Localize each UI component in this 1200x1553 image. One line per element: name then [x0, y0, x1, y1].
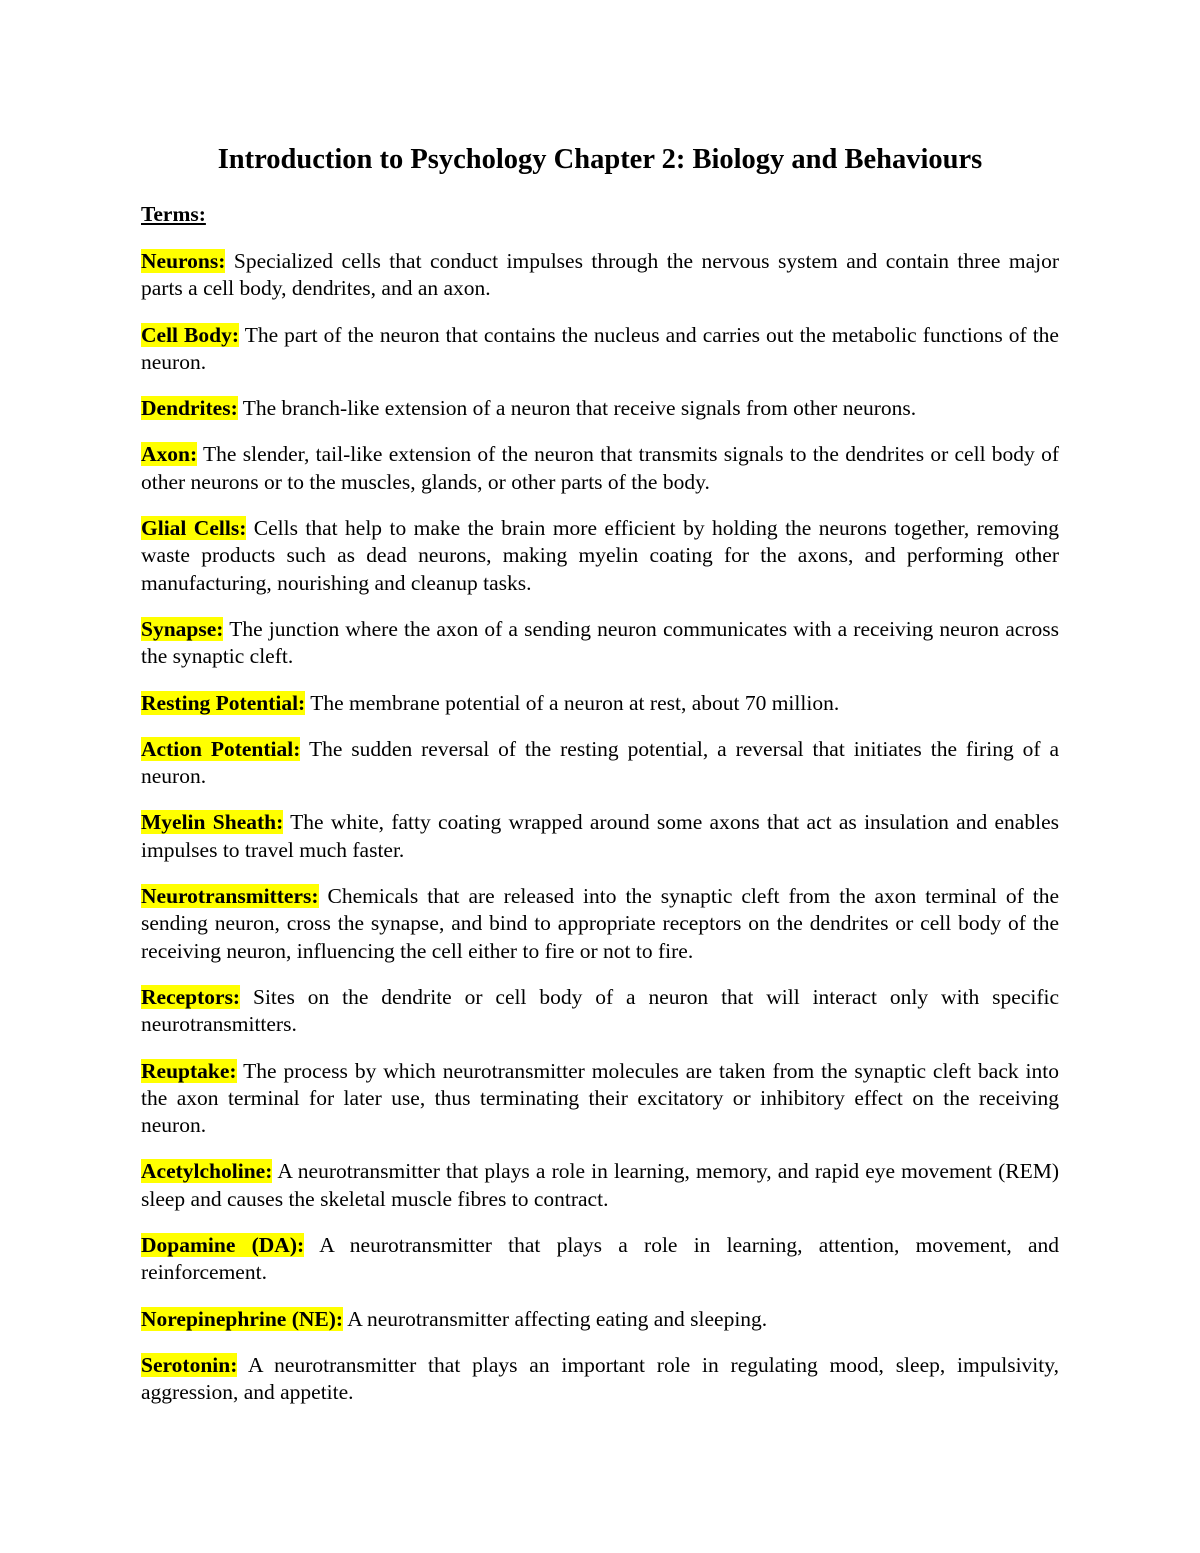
term-name: Myelin Sheath:: [141, 810, 284, 835]
term-name: Acetylcholine:: [141, 1159, 273, 1184]
term-entry: [141, 1306, 1059, 1333]
term-name: Neurons:: [141, 249, 226, 273]
term-definition: The membrane potential of a neuron at rest, about 70 million.: [310, 690, 840, 715]
term-definition: Specialized cells that conduct impulses through the nervous system and contain three major parts a cell body, dendrites, and an axon.: [141, 249, 1060, 301]
document-title: Introduction to Psychology Chapter 2: Biology and Behaviours: [217, 144, 983, 175]
term-definition: The process by which neurotransmitter molecules are taken from the synaptic cleft back into the axon terminal for later use, thus terminating their excitatory or inhibitory effect on the receiving neuron.: [141, 1058, 1059, 1138]
term-name: Axon:: [141, 442, 198, 467]
term-entry: [141, 1352, 1059, 1407]
term-definition: A neurotransmitter that plays a role in learning, memory, and rapid eye movement (REM) sleep and causes the skeletal muscle fibres to contract.: [141, 1159, 1059, 1211]
term-definition: The sudden reversal of the resting potential, a reversal that initiates the firing of a neuron.: [141, 736, 1059, 789]
term-entry: [141, 441, 1059, 496]
term-name: Synapse:: [141, 616, 224, 641]
term-definition: The junction where the axon of a sending neuron communicates with a receiving neuron across the synaptic cleft.: [141, 616, 1059, 669]
term-definition: A neurotransmitter that plays an important role in regulating mood, sleep, impulsivity, aggression, and appetite.: [141, 1352, 1059, 1405]
term-name: Dopamine (DA):: [141, 1233, 305, 1258]
term-entry: [141, 616, 1059, 671]
term-definition: Sites on the dendrite or cell body of a neuron that will interact only with specific neurotransmitters.: [141, 984, 1060, 1037]
term-name: Serotonin:: [141, 1352, 238, 1377]
section-heading-terms: Terms:: [141, 202, 206, 226]
term-name: Resting Potential:: [141, 690, 306, 715]
term-name: Action Potential:: [141, 736, 301, 761]
term-name: Receptors:: [141, 984, 241, 1009]
term-definition: A neurotransmitter affecting eating and sleeping.: [347, 1306, 768, 1331]
term-entry: [141, 248, 1059, 303]
term-name: Cell Body:: [141, 322, 240, 347]
term-name: Dendrites:: [141, 396, 238, 421]
term-entry: [141, 690, 1059, 717]
term-entry: [141, 515, 1059, 597]
terms-list: [141, 248, 1059, 1426]
term-definition: The branch-like extension of a neuron that receive signals from other neurons.: [242, 396, 917, 421]
term-entry: [141, 1158, 1059, 1213]
term-definition: The part of the neuron that contains the nucleus and carries out the metabolic functions of the neuron.: [141, 322, 1059, 374]
term-definition: The slender, tail-like extension of the neuron that transmits signals to the dendrites or cell body of other neurons or to the muscles, glands, or other parts of the body.: [141, 442, 1059, 494]
term-name: Norepinephrine (NE):: [141, 1306, 344, 1331]
term-name: Reuptake:: [141, 1058, 237, 1083]
term-entry: [141, 1232, 1059, 1287]
term-entry: [141, 809, 1059, 864]
term-entry: [141, 736, 1059, 791]
term-definition: Cells that help to make the brain more efficient by holding the neurons together, removing waste products such as dead neurons, making myelin coating for the axons, and performing other manufacturing, nourishing and cleanup tasks.: [141, 516, 1060, 595]
term-definition: A neurotransmitter that plays a role in learning, attention, movement, and reinforcement.: [141, 1233, 1059, 1285]
term-definition: The white, fatty coating wrapped around some axons that act as insulation and enables impulses to travel much faster.: [141, 810, 1059, 862]
term-entry: [141, 883, 1059, 965]
term-entry: [141, 1058, 1059, 1140]
term-name: Neurotransmitters:: [141, 884, 319, 909]
term-name: Glial Cells:: [141, 516, 247, 541]
term-entry: [141, 984, 1059, 1039]
term-entry: [141, 395, 1059, 422]
term-definition: Chemicals that are released into the synaptic cleft from the axon terminal of the sending neuron, cross the synapse, and bind to appropriate receptors on the dendrites or cell body of the receiving neuron, influencing the cell either to fire or not to fire.: [141, 884, 1060, 963]
term-entry: [141, 322, 1059, 377]
